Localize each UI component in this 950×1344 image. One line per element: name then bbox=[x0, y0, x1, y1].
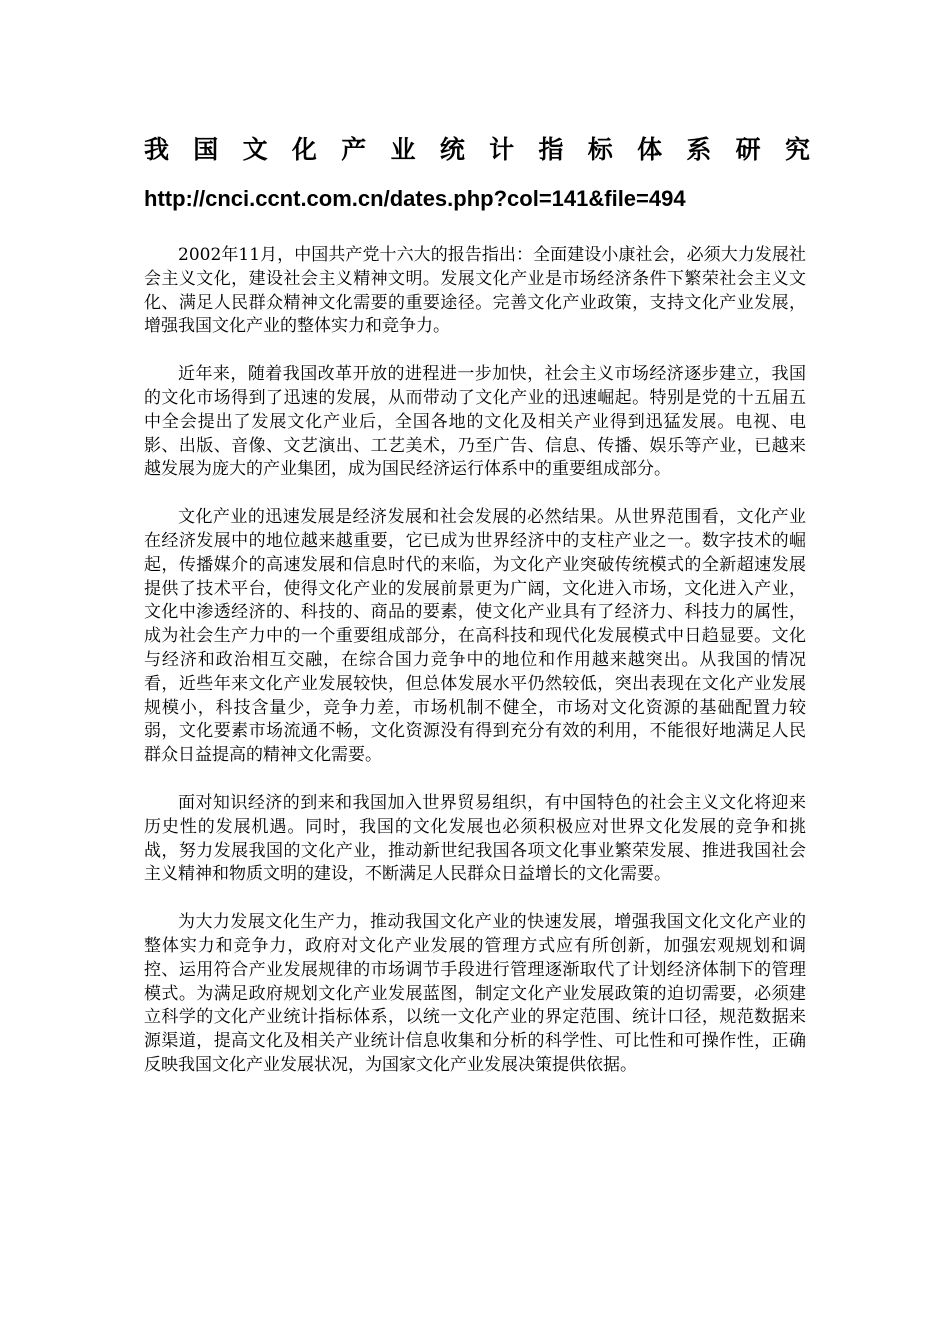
document-body bbox=[144, 244, 806, 1102]
paragraph-5: 为大力发展文化生产力，推动我国文化产业的快速发展，增强我国文化文化产业的整体实力和竞争力，政府对文化产业发展的管理方式应有所创新，加强宏观规划和调控、运用符合产业发展规律的市场调节手段进行管理逐渐取代了计划经济体制下的管理模式。为满足政府规划文化产业发展蓝图，制定文化产业发展政策的迫切需要，必须建立科学的文化产业统计指标体系，以统一文化产业的界定范围、统计口径，规范数据来源渠道，提高文化及相关产业统计信息收集和分析的科学性、可比性和可操作性，正确反映我国文化产业发展状况，为国家文化产业发展决策提供依据。 bbox=[144, 912, 806, 1075]
paragraph-3: 文化产业的迅速发展是经济发展和社会发展的必然结果。从世界范围看，文化产业在经济发展中的地位越来越重要，它已成为世界经济中的支柱产业之一。数字技术的崛起，传播媒介的高速发展和信息时代的来临，为文化产业突破传统模式的全新超速发展提供了技术平台，使得文化产业的发展前景更为广阔，文化进入市场，文化进入产业，文化中渗透经济的、科技的、商品的要素，使文化产业具有了经济力、科技力的属性，成为社会生产力中的一个重要组成部分，在高科技和现代化发展模式中日趋显要。文化与经济和政治相互交融，在综合国力竞争中的地位和作用越来越突出。从我国的情况看，近些年来文化产业发展较快，但总体发展水平仍然较低，突出表现在文化产业发展规模小，科技含量少，竞争力差，市场机制不健全，市场对文化资源的基础配置力较弱，文化要素市场流通不畅，文化资源没有得到充分有效的利用，不能很好地满足人民群众日益提高的精神文化需要。 bbox=[144, 507, 806, 766]
paragraph-2: 近年来，随着我国改革开放的进程进一步加快，社会主义市场经济逐步建立，我国的文化市场得到了迅速的发展，从而带动了文化产业的迅速崛起。特别是党的十五届五中全会提出了发展文化产业后，全国各地的文化及相关产业得到迅猛发展。电视、电影、出版、音像、文艺演出、工艺美术，乃至广告、信息、传播、娱乐等产业，已越来越发展为庞大的产业集团，成为国民经济运行体系中的重要组成部分。 bbox=[144, 364, 806, 480]
source-url: http://cnci.ccnt.com.cn/dates.php?col=141&file=494 bbox=[144, 186, 686, 211]
paragraph-4: 面对知识经济的到来和我国加入世界贸易组织，有中国特色的社会主义文化将迎来历史性的发展机遇。同时，我国的文化发展也必须积极应对世界文化发展的竞争和挑战，努力发展我国的文化产业，推动新世纪我国各项文化事业繁荣发展、推进我国社会主义精神和物质文明的建设，不断满足人民群众日益增长的文化需要。 bbox=[144, 792, 806, 885]
paragraph-1: 2002年11月，中国共产党十六大的报告指出：全面建设小康社会，必须大力发展社会主义文化，建设社会主义精神文明。发展文化产业是市场经济条件下繁荣社会主义文化、满足人民群众精神文化需要的重要途径。完善文化产业政策，支持文化产业发展，增强我国文化产业的整体实力和竞争力。 bbox=[144, 245, 806, 337]
document-title: 我国文化产业统计指标体系研究 bbox=[144, 135, 810, 164]
